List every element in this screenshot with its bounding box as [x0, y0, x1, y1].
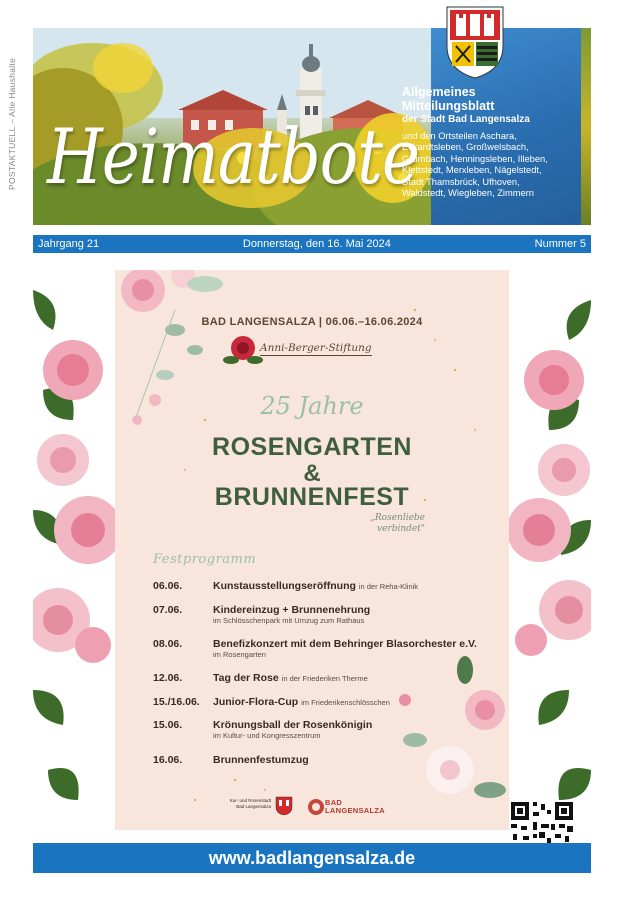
small-crest-icon [275, 796, 293, 816]
logo-text-line1: BAD [325, 798, 343, 807]
program-date: 16.06. [153, 754, 183, 766]
rose-border-right [509, 270, 591, 830]
coat-of-arms-icon [444, 4, 506, 80]
motto-line1: „Rosenliebe [370, 513, 425, 523]
bad-langensalza-logo-text [325, 799, 385, 815]
program-detail: in der Friederiken Therme [281, 674, 368, 683]
program-detail: in der Reha-Klinik [358, 582, 419, 591]
logo-text-line2: LANGENSALZA [325, 806, 385, 815]
program-detail: im Schlösschenpark mit Umzug zum Rathaus [213, 616, 365, 625]
newspaper-title: Heimatbote [47, 114, 419, 202]
issue-number: Nummer 5 [534, 238, 586, 250]
event-dates-heading: BAD LANGENSALZA | 06.06.–16.06.2024 [201, 316, 423, 328]
rosenstadt-logo-line1: Kur- und Rosenstadt [229, 798, 271, 803]
festival-title-line1: ROSENGARTEN [212, 433, 412, 461]
website-footer-bar [33, 843, 591, 873]
masthead-photo [33, 28, 431, 225]
program-title: Benefizkonzert mit dem Behringer Blasorchester e.V. [213, 638, 477, 650]
program-title: Krönungsball der Rosenkönigin [213, 719, 373, 731]
masthead-foliage-strip [581, 28, 591, 225]
rosenstadt-logo-text [215, 798, 271, 809]
volume-label: Jahrgang 21 [38, 238, 100, 250]
program-heading: Festprogramm [153, 552, 257, 567]
publication-title: Allgemeines Mitteilungsblatt [402, 85, 495, 113]
motto-line2: verbindet" [377, 524, 425, 534]
website-link[interactable]: www.badlangensalza.de [208, 847, 416, 868]
festival-motto [285, 513, 425, 535]
issue-date: Donnerstag, den 16. Mai 2024 [242, 238, 391, 250]
anniversary-heading: 25 Jahre [260, 392, 364, 420]
festival-poster [115, 270, 509, 830]
publication-subtitle: der Stadt Bad Langensalza [402, 114, 530, 125]
program-detail: im Kultur- und Kongresszentrum [213, 731, 321, 740]
foundation-name: Anni-Berger-Stiftung [260, 342, 372, 354]
rosenstadt-logo-line2: Bad Langensalza [236, 803, 271, 809]
program-detail: im Friederikenschlösschen [301, 698, 390, 707]
program-date: 15./16.06. [153, 696, 200, 708]
festival-title-line2: BRUNNENFEST [214, 483, 410, 511]
program-title: Brunnenfestumzug [213, 754, 309, 766]
issue-info-bar [33, 235, 591, 253]
postal-note: POSTAKTUELL – Alle Haushalte [7, 57, 17, 190]
publication-description: und den Ortsteilen Aschara, Eckardtsleben, Großwelsbach, Grumbach, Henningsleben, Illeben, Klettstedt, Merxleben, Nägelstedt, Stadt Thamsbrück, Ufhoven, Waldstedt, Wiegleben, Zimmern [402, 131, 548, 199]
program-date: 12.06. [153, 672, 183, 684]
rose-border-left [33, 270, 115, 830]
program-title: Tag der Rose [213, 672, 279, 684]
program-date: 15.06. [153, 719, 183, 731]
festival-poster-area [33, 270, 591, 830]
program-title: Kindereinzug + Brunnenehrung [213, 604, 371, 616]
rose-logo-icon [223, 334, 263, 366]
program-title: Junior-Flora-Cup [213, 696, 299, 708]
program-title: Kunstausstellungseröffnung [213, 580, 356, 592]
program-date: 07.06. [153, 604, 183, 616]
program-date: 08.06. [153, 638, 183, 650]
festival-title-ampersand: & [303, 460, 321, 487]
program-date: 06.06. [153, 580, 183, 592]
program-detail: im Rosengarten [213, 650, 266, 659]
